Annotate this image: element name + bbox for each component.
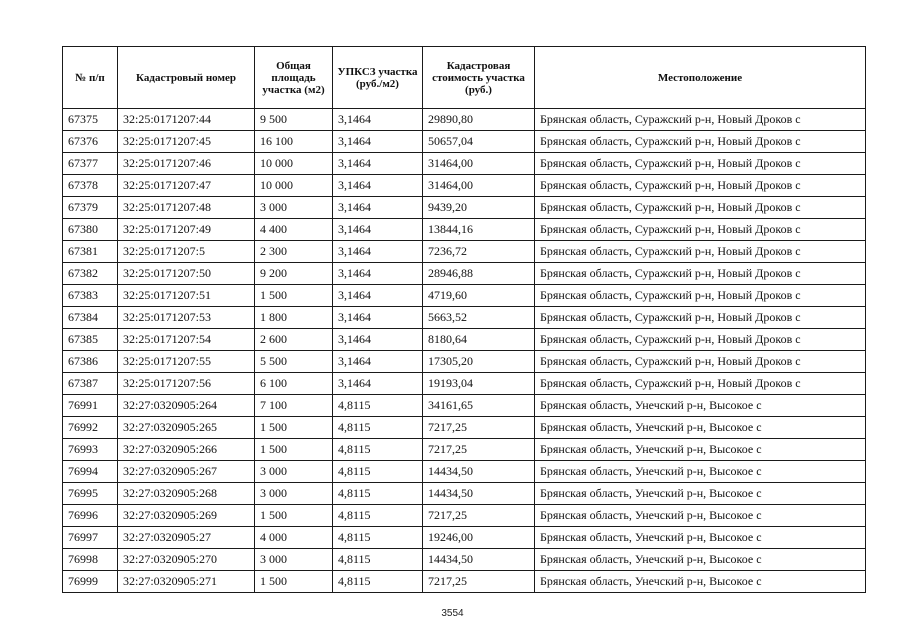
cell-cadastral-number: 32:25:0171207:5 (118, 241, 255, 263)
cell-cadastral-value: 34161,65 (423, 395, 535, 417)
cell-upksz: 4,8115 (333, 505, 423, 527)
cell-cadastral-number: 32:25:0171207:54 (118, 329, 255, 351)
cell-upksz: 3,1464 (333, 373, 423, 395)
cell-cadastral-number: 32:27:0320905:264 (118, 395, 255, 417)
cell-row-number: 67387 (63, 373, 118, 395)
cell-cadastral-value: 7217,25 (423, 571, 535, 593)
cell-location: Брянская область, Унечский р-н, Высокое с (535, 417, 866, 439)
cell-area: 6 100 (255, 373, 333, 395)
cell-row-number: 67376 (63, 131, 118, 153)
cell-location: Брянская область, Суражский р-н, Новый Дроков с (535, 241, 866, 263)
cell-cadastral-number: 32:25:0171207:44 (118, 109, 255, 131)
table-row (63, 175, 866, 197)
cell-area: 2 300 (255, 241, 333, 263)
table-row (63, 131, 866, 153)
table-row (63, 285, 866, 307)
table-row (63, 483, 866, 505)
cell-cadastral-number: 32:25:0171207:49 (118, 219, 255, 241)
cell-location: Брянская область, Суражский р-н, Новый Дроков с (535, 219, 866, 241)
cell-cadastral-value: 7236,72 (423, 241, 535, 263)
cell-upksz: 4,8115 (333, 395, 423, 417)
cell-row-number: 67379 (63, 197, 118, 219)
cell-cadastral-value: 31464,00 (423, 175, 535, 197)
cell-location: Брянская область, Унечский р-н, Высокое с (535, 571, 866, 593)
table-row (63, 461, 866, 483)
cell-row-number: 67384 (63, 307, 118, 329)
cell-cadastral-value: 13844,16 (423, 219, 535, 241)
cell-upksz: 3,1464 (333, 219, 423, 241)
cell-location: Брянская область, Суражский р-н, Новый Дроков с (535, 373, 866, 395)
cell-cadastral-number: 32:25:0171207:47 (118, 175, 255, 197)
cell-area: 1 500 (255, 417, 333, 439)
cell-cadastral-number: 32:25:0171207:55 (118, 351, 255, 373)
cell-cadastral-value: 50657,04 (423, 131, 535, 153)
cell-cadastral-number: 32:25:0171207:46 (118, 153, 255, 175)
cell-location: Брянская область, Суражский р-н, Новый Дроков с (535, 329, 866, 351)
header-row-number: № п/п (63, 47, 118, 109)
cell-row-number: 76996 (63, 505, 118, 527)
cell-cadastral-value: 31464,00 (423, 153, 535, 175)
cell-row-number: 76995 (63, 483, 118, 505)
header-total-area: Общая площадь участка (м2) (255, 47, 333, 109)
cell-area: 7 100 (255, 395, 333, 417)
cell-upksz: 3,1464 (333, 307, 423, 329)
cell-cadastral-number: 32:27:0320905:267 (118, 461, 255, 483)
cell-upksz: 4,8115 (333, 483, 423, 505)
cell-location: Брянская область, Суражский р-н, Новый Дроков с (535, 351, 866, 373)
cell-cadastral-number: 32:27:0320905:268 (118, 483, 255, 505)
cell-location: Брянская область, Унечский р-н, Высокое с (535, 461, 866, 483)
cell-area: 1 500 (255, 571, 333, 593)
cell-cadastral-number: 32:25:0171207:53 (118, 307, 255, 329)
cell-cadastral-value: 9439,20 (423, 197, 535, 219)
table-row (63, 219, 866, 241)
cell-row-number: 67377 (63, 153, 118, 175)
cell-upksz: 3,1464 (333, 109, 423, 131)
cell-upksz: 4,8115 (333, 417, 423, 439)
cell-area: 3 000 (255, 461, 333, 483)
cell-cadastral-number: 32:27:0320905:269 (118, 505, 255, 527)
cell-row-number: 76997 (63, 527, 118, 549)
cell-location: Брянская область, Суражский р-н, Новый Дроков с (535, 175, 866, 197)
table-row (63, 417, 866, 439)
header-cadastral-value: Кадастровая стоимость участка (руб.) (423, 47, 535, 109)
cell-upksz: 4,8115 (333, 549, 423, 571)
table-row (63, 505, 866, 527)
cell-location: Брянская область, Унечский р-н, Высокое с (535, 505, 866, 527)
cell-cadastral-value: 5663,52 (423, 307, 535, 329)
cell-area: 4 400 (255, 219, 333, 241)
cell-cadastral-value: 14434,50 (423, 483, 535, 505)
cell-location: Брянская область, Суражский р-н, Новый Дроков с (535, 197, 866, 219)
table-row (63, 351, 866, 373)
cell-upksz: 3,1464 (333, 175, 423, 197)
cell-row-number: 67375 (63, 109, 118, 131)
cell-cadastral-number: 32:25:0171207:50 (118, 263, 255, 285)
table-row (63, 373, 866, 395)
cell-upksz: 4,8115 (333, 527, 423, 549)
cell-cadastral-value: 8180,64 (423, 329, 535, 351)
document-page (62, 46, 866, 593)
cell-location: Брянская область, Унечский р-н, Высокое с (535, 527, 866, 549)
table-row (63, 571, 866, 593)
cell-cadastral-value: 29890,80 (423, 109, 535, 131)
table-row (63, 153, 866, 175)
cell-upksz: 4,8115 (333, 439, 423, 461)
cell-area: 16 100 (255, 131, 333, 153)
cell-upksz: 4,8115 (333, 571, 423, 593)
cell-cadastral-value: 28946,88 (423, 263, 535, 285)
cell-row-number: 76994 (63, 461, 118, 483)
cell-row-number: 67385 (63, 329, 118, 351)
cell-row-number: 76999 (63, 571, 118, 593)
table-row (63, 263, 866, 285)
table-body (63, 109, 866, 593)
cell-cadastral-value: 17305,20 (423, 351, 535, 373)
cell-cadastral-number: 32:27:0320905:27 (118, 527, 255, 549)
cell-cadastral-number: 32:25:0171207:48 (118, 197, 255, 219)
cell-row-number: 67386 (63, 351, 118, 373)
cell-location: Брянская область, Суражский р-н, Новый Дроков с (535, 131, 866, 153)
cell-row-number: 67378 (63, 175, 118, 197)
header-cadastral-number: Кадастровый номер (118, 47, 255, 109)
table-row (63, 329, 866, 351)
cell-location: Брянская область, Унечский р-н, Высокое с (535, 549, 866, 571)
cell-cadastral-value: 7217,25 (423, 505, 535, 527)
cell-location: Брянская область, Унечский р-н, Высокое с (535, 483, 866, 505)
cell-cadastral-number: 32:25:0171207:45 (118, 131, 255, 153)
cell-upksz: 3,1464 (333, 263, 423, 285)
cell-area: 3 000 (255, 549, 333, 571)
cell-cadastral-number: 32:27:0320905:266 (118, 439, 255, 461)
cell-area: 1 500 (255, 285, 333, 307)
cell-location: Брянская область, Суражский р-н, Новый Дроков с (535, 109, 866, 131)
cell-cadastral-value: 14434,50 (423, 461, 535, 483)
cell-area: 5 500 (255, 351, 333, 373)
cell-row-number: 67383 (63, 285, 118, 307)
page-number: 3554 (441, 608, 464, 619)
cell-area: 1 500 (255, 505, 333, 527)
cell-cadastral-value: 14434,50 (423, 549, 535, 571)
table-row (63, 109, 866, 131)
cell-row-number: 76991 (63, 395, 118, 417)
cell-upksz: 3,1464 (333, 153, 423, 175)
cell-cadastral-value: 19193,04 (423, 373, 535, 395)
cell-row-number: 76998 (63, 549, 118, 571)
cell-location: Брянская область, Суражский р-н, Новый Дроков с (535, 153, 866, 175)
table-row (63, 241, 866, 263)
table-row (63, 527, 866, 549)
cell-row-number: 67382 (63, 263, 118, 285)
cell-cadastral-number: 32:27:0320905:265 (118, 417, 255, 439)
cell-cadastral-value: 7217,25 (423, 439, 535, 461)
cell-row-number: 76993 (63, 439, 118, 461)
cell-upksz: 3,1464 (333, 241, 423, 263)
header-location: Местоположение (535, 47, 866, 109)
cell-location: Брянская область, Суражский р-н, Новый Дроков с (535, 263, 866, 285)
cell-area: 3 000 (255, 483, 333, 505)
cell-area: 4 000 (255, 527, 333, 549)
cell-cadastral-number: 32:25:0171207:56 (118, 373, 255, 395)
cell-upksz: 3,1464 (333, 131, 423, 153)
cell-location: Брянская область, Суражский р-н, Новый Дроков с (535, 307, 866, 329)
cell-cadastral-number: 32:27:0320905:271 (118, 571, 255, 593)
cell-location: Брянская область, Суражский р-н, Новый Дроков с (535, 285, 866, 307)
cell-row-number: 67380 (63, 219, 118, 241)
table-row (63, 197, 866, 219)
cell-cadastral-value: 7217,25 (423, 417, 535, 439)
cell-upksz: 3,1464 (333, 285, 423, 307)
cell-upksz: 3,1464 (333, 197, 423, 219)
table-row (63, 307, 866, 329)
cell-upksz: 3,1464 (333, 329, 423, 351)
cell-area: 9 200 (255, 263, 333, 285)
cell-cadastral-value: 4719,60 (423, 285, 535, 307)
cell-row-number: 67381 (63, 241, 118, 263)
cell-cadastral-number: 32:27:0320905:270 (118, 549, 255, 571)
table-header-row (63, 47, 866, 109)
cell-area: 2 600 (255, 329, 333, 351)
cell-cadastral-value: 19246,00 (423, 527, 535, 549)
cell-area: 10 000 (255, 175, 333, 197)
table-row (63, 439, 866, 461)
cell-area: 9 500 (255, 109, 333, 131)
cell-location: Брянская область, Унечский р-н, Высокое с (535, 439, 866, 461)
cell-upksz: 4,8115 (333, 461, 423, 483)
cell-area: 10 000 (255, 153, 333, 175)
cadastral-value-table (62, 46, 866, 593)
cell-row-number: 76992 (63, 417, 118, 439)
cell-upksz: 3,1464 (333, 351, 423, 373)
cell-location: Брянская область, Унечский р-н, Высокое с (535, 395, 866, 417)
cell-area: 1 800 (255, 307, 333, 329)
header-upksz: УПКСЗ участка (руб./м2) (333, 47, 423, 109)
table-row (63, 395, 866, 417)
cell-area: 3 000 (255, 197, 333, 219)
table-row (63, 549, 866, 571)
cell-area: 1 500 (255, 439, 333, 461)
cell-cadastral-number: 32:25:0171207:51 (118, 285, 255, 307)
